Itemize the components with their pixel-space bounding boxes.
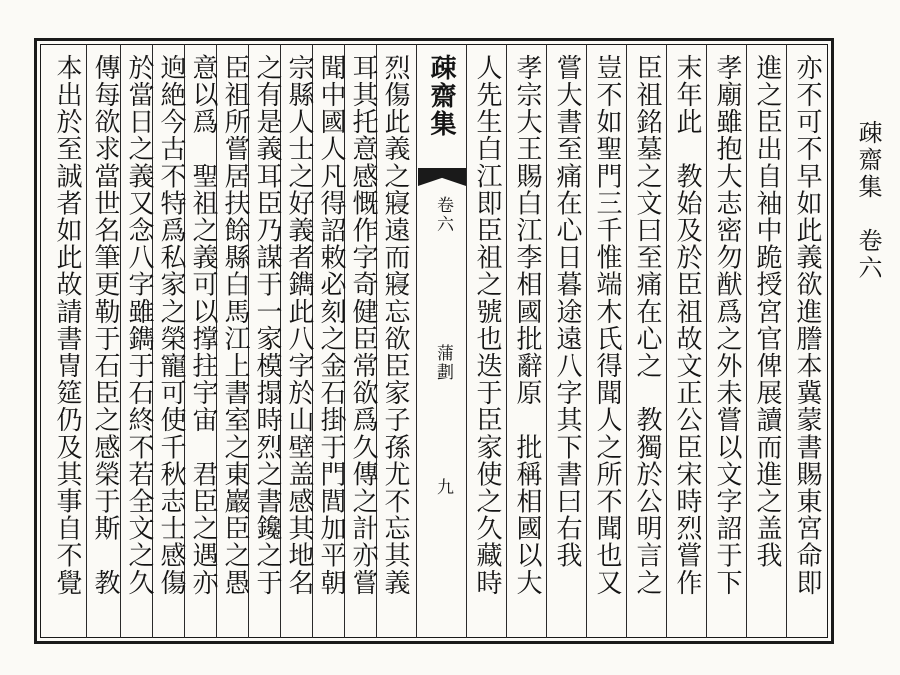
text-column: 傳每欲求當世名筆更勒于石臣之感榮于斯 教 [90, 54, 120, 596]
text-column: 末年此 教始及於臣祖故文正公臣宋時烈嘗作 [672, 54, 702, 596]
column-rule [466, 44, 467, 638]
column-rule [706, 44, 707, 638]
column-rule [786, 44, 787, 638]
column-rule [86, 44, 87, 638]
text-column: 意以爲 聖祖之義可以撑拄宇宙 君臣之遇亦 [188, 54, 218, 596]
margin-page-number: 九 [433, 478, 453, 495]
text-column: 逈絶今古不特爲私家之榮寵可使千秋志士感傷 [156, 54, 186, 596]
margin-cutter-mark: 蒲劃 [433, 344, 453, 382]
text-column: 臣祖所嘗居扶餘縣白馬江上書室之東巖臣之愚 [220, 54, 250, 596]
margin-title: 疎齋集 [426, 54, 456, 138]
text-column: 孝宗大王賜白江李相國批辭原 批稱相國以大 [512, 54, 542, 596]
text-column: 耳其托意感慨作字奇健臣常欲爲久傳之計亦嘗 [348, 54, 378, 596]
margin-volume: 卷六 [433, 196, 453, 234]
side-header: 疎齋集 卷六 [854, 120, 882, 282]
column-rule [626, 44, 627, 638]
text-column: 孝廟雖抱大志密勿猷爲之外未嘗以文字詔于下 [712, 54, 742, 596]
text-column: 本出於至誠者如此故請書冑筵仍及其事自不覺 [52, 54, 82, 596]
column-rule [506, 44, 507, 638]
text-column: 宗縣人士之好義者鐫此八字於山壁盖感其地名 [284, 54, 314, 596]
column-rule [666, 44, 667, 638]
text-column: 亦不可不早如此義欲進謄本冀蒙書賜東宮命即 [792, 54, 822, 596]
column-rule [416, 44, 417, 638]
text-column: 豈不如聖門三千惟端木氏得聞人之所不聞也又 [592, 54, 622, 596]
column-rule [746, 44, 747, 638]
text-column: 進之臣出自袖中跪授宮官俾展讀而進之盖我 [752, 54, 782, 569]
text-column: 臣祖銘墓之文曰至痛在心之 教獨於公明言之 [632, 54, 662, 596]
column-rule [546, 44, 547, 638]
text-column: 嘗大書至痛在心日暮途遠八字其下書曰右我 [552, 54, 582, 569]
text-column: 之有是義耳臣乃謀于一家模搨時烈之書鑱之于 [252, 54, 282, 596]
text-column: 烈傷此義之寢遠而寢忘欲臣家子孫尤不忘其義 [380, 54, 410, 596]
column-rule [586, 44, 587, 638]
text-column: 人先生白江即臣祖之號也迭于臣家使之久藏時 [472, 54, 502, 596]
text-column: 於當日之義又念八字雖鐫于石終不若全文之久 [124, 54, 154, 596]
text-column: 聞中國人凡得詔敕必刻之金石掛于門閭加平朝 [316, 54, 346, 596]
